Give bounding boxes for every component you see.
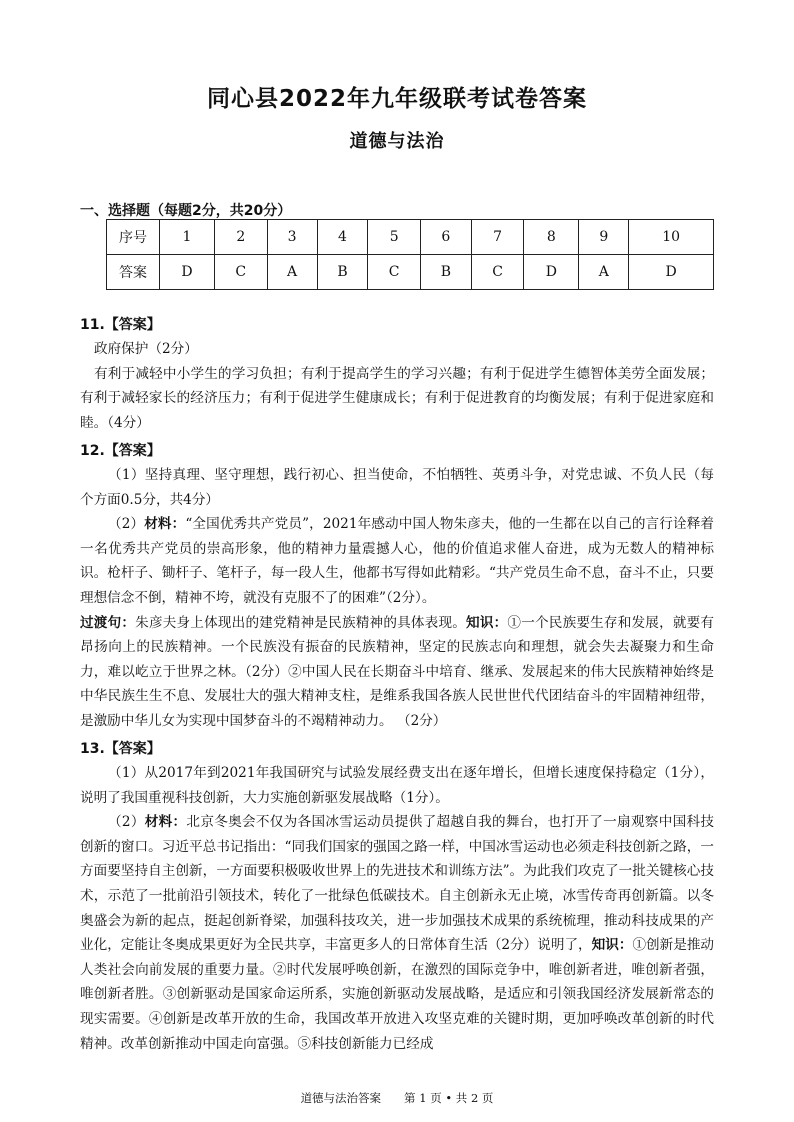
table-cell: A xyxy=(579,255,629,290)
row-label-number: 序号 xyxy=(107,220,160,255)
knowledge-text: ①一个民族要生存和发展，就要有昂扬向上的民族精神。一个民族没有振奋的民族精神，坚定的民族志向和理想，就会失去凝聚力和生命力，难以屹立于世界之林。（2分）②中国人民在长期奋斗中培育、继承、发展起来的伟大民族精神始终是中华民族生生不息、发展壮大的强大精神支柱，是维系我国各族人民世世代代团结奋斗的牢固精神纽带，是激励中华儿女为实现中国梦奋斗的不竭精神动力。 （2分） xyxy=(80,614,715,729)
table-cell: 8 xyxy=(524,220,579,255)
knowledge-label: 知识： xyxy=(591,937,633,954)
page-title: 同心县2022年九年级联考试卷答案 xyxy=(206,86,587,112)
row-label-answer: 答案 xyxy=(107,255,160,290)
table-cell: 3 xyxy=(267,220,317,255)
answer-paragraph: （1）从2017年到2021年我国研究与试验发展经费支出在逐年增长，但增长速度保持稳定（1分），说明了我国重视科技创新，大力实施创新驱发展战略（1分）。 xyxy=(80,765,714,806)
transition-label: 过渡句： xyxy=(80,614,136,631)
answer-table xyxy=(106,219,714,290)
table-cell: 10 xyxy=(629,220,714,255)
table-cell: 2 xyxy=(214,220,267,255)
table-cell: 9 xyxy=(579,220,629,255)
page-footer: 道德与法治答案 第 1 页 • 共 2 页 xyxy=(300,1091,494,1105)
table-cell: 4 xyxy=(317,220,368,255)
question-12 xyxy=(80,440,714,734)
material-text: 北京冬奥会不仅为各国冰雪运动员提供了超越自我的舞台，也打开了一扇观察中国科技创新的窗口。习近平总书记指出：“同我们国家的强国之路一样，中国冰雪运动也必须走科技创新之路，一方面要坚持自主创新，一方面要积极吸收世界上的先进技术和训练方法”。为此我们攻克了一批关键核心技术，示范了一批前沿引领技术，转化了一批绿色低碳技术。自主创新永无止境，冰雪传奇再创新篇。以冬奥盛会为新的起点，挺起创新脊梁，加强科技攻关，进一步加强技术成果的系统梳理，推动科技成果的产业化，定能让冬奥成果更好为全民共享，丰富更多人的日常体育生活（2分）说明了， xyxy=(80,814,715,954)
table-cell: 1 xyxy=(160,220,215,255)
answer-paragraph: 政府保护（2分） xyxy=(94,341,198,357)
table-cell: 6 xyxy=(420,220,471,255)
table-cell: B xyxy=(420,255,471,290)
material-label: 材料： xyxy=(144,814,187,831)
part-number: （2） xyxy=(108,516,145,533)
material-label: 材料： xyxy=(144,516,186,533)
table-cell: D xyxy=(524,255,579,290)
table-cell: A xyxy=(267,255,317,290)
table-cell: 7 xyxy=(471,220,524,255)
knowledge-text: ①创新是推动人类社会向前发展的重要力量。②时代发展呼唤创新，在激烈的国际竞争中，唯创新者进，唯创新者强，唯创新者胜。③创新驱动是国家命运所系，实施创新驱动发展战略，是适应和引领我国经济发展新常态的现实需要。④创新是改革开放的生命，我国改革开放进入攻坚克难的关键时期，更加呼唤改革创新的时代精神。改革创新推动中国走向富强。⑤科技创新能力已经成 xyxy=(80,937,715,1052)
table-cell: 5 xyxy=(368,220,421,255)
table-cell: C xyxy=(214,255,267,290)
table-row xyxy=(107,220,714,255)
table-cell: D xyxy=(160,255,215,290)
table-cell: C xyxy=(471,255,524,290)
material-text: “全国优秀共产党员”，2021年感动中国人物朱彦夫，他的一生都在以自己的言行诠释着一名优秀共产党员的崇高形象，他的精神力量震撼人心，他的价值追求催人奋进，成为无数人的精神标识。枪杆子、锄杆子、笔杆子，每一段人生，他都书写得如此精彩。“共产党员生命不息，奋斗不止，只要理想信念不倒，精神不垮，就没有克服不了的困难”（2分）。 xyxy=(80,516,714,606)
question-heading: 12.【答案】 xyxy=(80,443,161,459)
answer-paragraph xyxy=(80,512,714,610)
table-cell: D xyxy=(629,255,714,290)
answer-paragraph xyxy=(80,810,714,1056)
page-subtitle: 道德与法治 xyxy=(349,131,445,152)
table-cell: C xyxy=(368,255,421,290)
part-number: （2） xyxy=(108,814,145,831)
table-row xyxy=(107,255,714,290)
question-13 xyxy=(80,738,714,1056)
knowledge-label: 知识： xyxy=(466,614,508,631)
table-cell: B xyxy=(317,255,368,290)
answer-paragraph xyxy=(80,611,714,734)
question-heading: 11.【答案】 xyxy=(80,317,161,333)
section-heading: 一、选择题（每题2分，共20分） xyxy=(80,203,292,219)
answer-paragraph: 有利于减轻中小学生的学习负担；有利于提高学生的学习兴趣；有利于促进学生德智体美劳全面发展；有利于减轻家长的经济压力；有利于促进学生健康成长；有利于促进教育的均衡发展；有利于促进家庭和睦。（4分） xyxy=(80,365,714,431)
question-11 xyxy=(80,314,714,435)
transition-text: 朱彦夫身上体现出的建党精神是民族精神的具体表现。 xyxy=(135,614,467,631)
answer-paragraph: （1）坚持真理、坚守理想，践行初心、担当使命，不怕牺牲、英勇斗争，对党忠诚、不负人民（每个方面0.5分，共4分） xyxy=(80,467,714,508)
question-heading: 13.【答案】 xyxy=(80,741,161,757)
